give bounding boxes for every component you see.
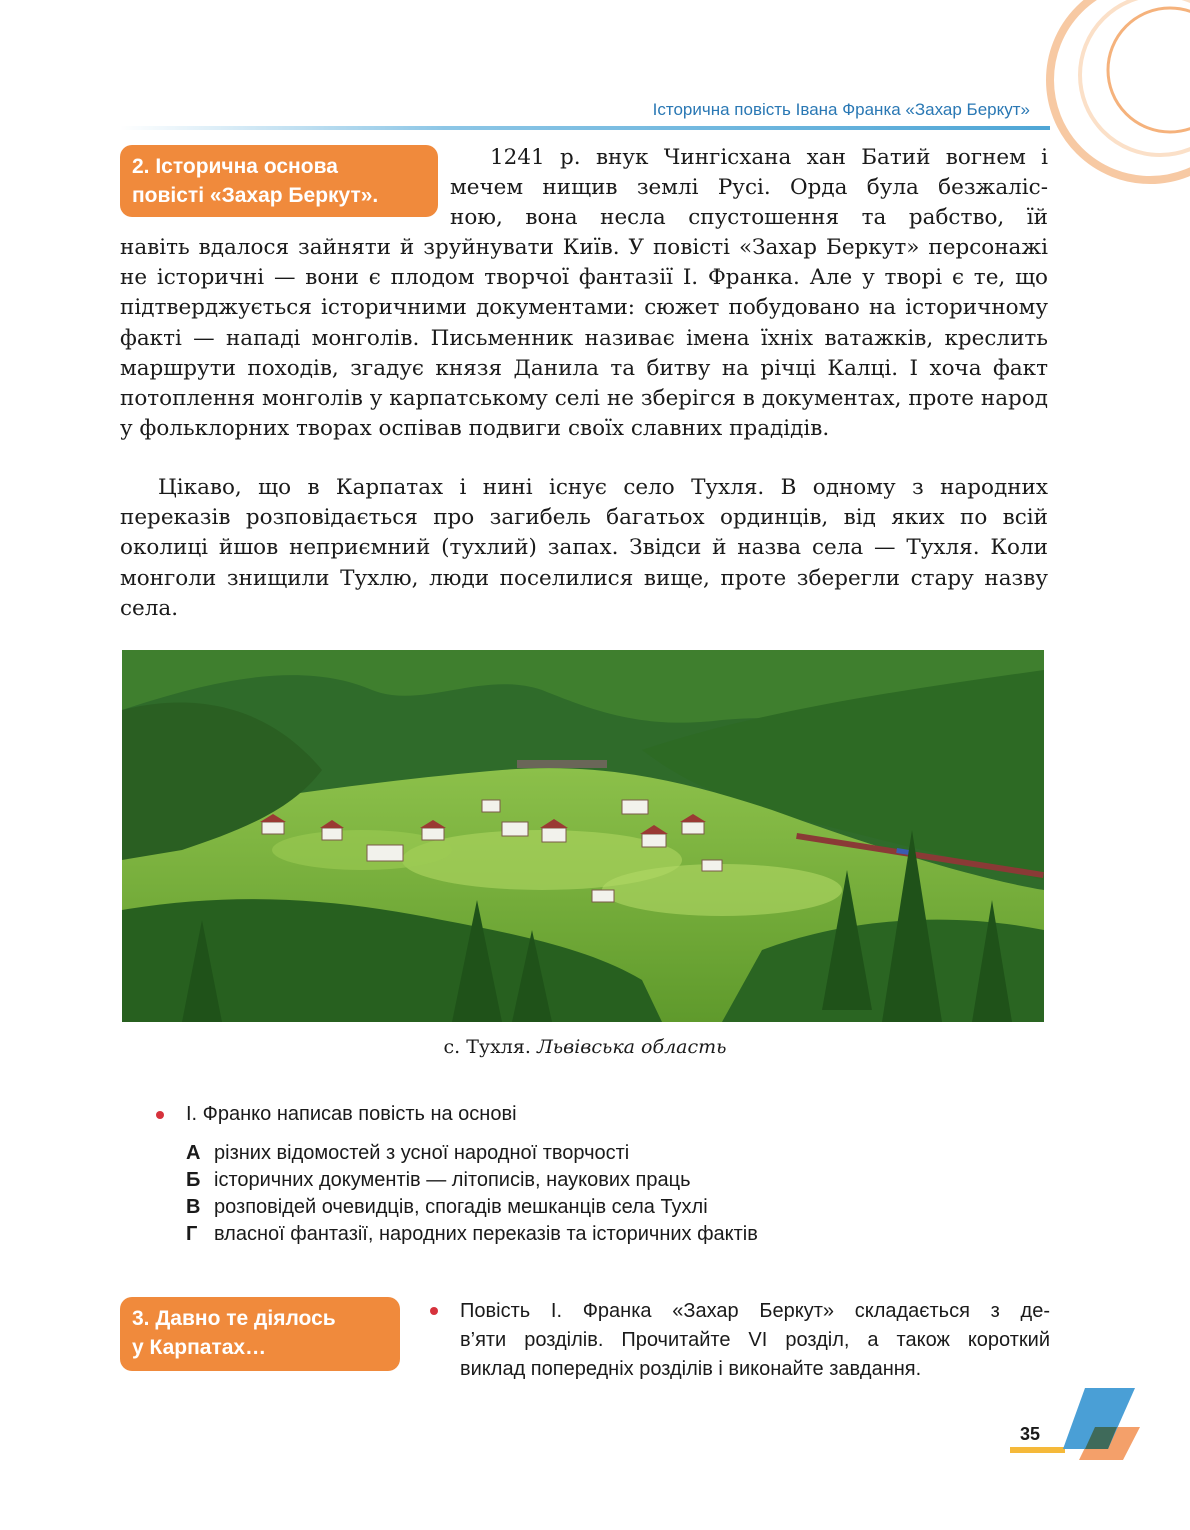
- question-bullet: [156, 1111, 164, 1119]
- header-rule: [120, 126, 1050, 130]
- village-landscape-photo: [122, 650, 1044, 1022]
- option-text: власної фантазії, народних переказів та історичних фактів: [214, 1223, 758, 1245]
- caption-place: с. Тухля.: [443, 1036, 531, 1058]
- paragraph-1-intro: [450, 143, 1048, 234]
- option-text: різних відомостей з усної народної творчості: [214, 1142, 630, 1164]
- question-text: І. Франко написав повість на основі: [186, 1103, 517, 1125]
- task-bullet: [430, 1307, 438, 1315]
- page-corner-decoration: [1005, 1385, 1155, 1460]
- caption-region: Львівська область: [536, 1036, 727, 1058]
- section-2-heading: [120, 145, 438, 217]
- section-2-heading-line1: 2. Історична основа: [132, 155, 338, 178]
- paragraph-1-line1: 1241 р. внук Чингісхана хан Батий вогнем і: [490, 145, 1048, 170]
- page-number: 35: [1020, 1424, 1041, 1444]
- task-text: [460, 1297, 1050, 1384]
- answer-option-v[interactable]: [186, 1194, 708, 1221]
- paragraph-2: Цікаво, що в Карпатах і нині існує село Тухля. В одному з народних переказів розповідається про загибель багатьох ординців, від яких по всій околиці йшов неприємний (тухлий) запах. Звідси й назва села — Тухля. Коли монголи знищили Тухлю, люди поселилися вище, проте зберегли стару назву села.: [120, 475, 1048, 621]
- option-letter: А: [186, 1142, 201, 1164]
- option-text: розповідей очевидців, спогадів мешканців села Тухлі: [214, 1196, 708, 1218]
- paragraph-1-body: навіть вдалося зайняти й зруйнувати Київ. У повісті «Захар Беркут» персонажі не історичні — вони є плодом творчої фантазії І. Франка. Але у творі є те, що підтверджується історичними документами: сюжет побудовано на історичному факті — нападі монголів. Письменник називає імена їхніх ватажків, креслить маршрути походів, згадує князя Данила та битву на річці Калці. І хоча факт потоплення монголів у карпатському селі не зберігся в документах, проте народ у фольклорних творах оспівав подвиги своїх славних прадідів.: [120, 235, 1048, 442]
- answer-option-b[interactable]: [186, 1167, 691, 1194]
- paragraph-1-line3: ною, вона несла спустошення та рабство, їй: [450, 205, 1048, 231]
- option-letter: В: [186, 1196, 201, 1218]
- option-letter: Г: [186, 1223, 198, 1245]
- option-text: історичних документів — літописів, наукових праць: [214, 1169, 691, 1191]
- answer-option-a[interactable]: [186, 1140, 629, 1167]
- photo-caption: [120, 1036, 1050, 1058]
- answer-option-g[interactable]: [186, 1221, 758, 1248]
- section-3-heading: [120, 1297, 400, 1371]
- running-title: Історична повість Івана Франка «Захар Беркут»: [652, 100, 1030, 119]
- section-3-heading-line2: у Карпатах…: [132, 1336, 267, 1359]
- task-line1: Повість І. Франка «Захар Беркут» складається з де-: [460, 1300, 1050, 1322]
- task-line3: виклад попередніх розділів і виконайте завдання.: [460, 1358, 922, 1380]
- option-letter: Б: [186, 1169, 201, 1191]
- task-line2: в’яти розділів. Прочитайте VI розділ, а також короткий: [460, 1329, 1050, 1351]
- section-3-heading-line1: 3. Давно те діялось: [132, 1307, 336, 1330]
- section-2-heading-line2: повісті «Захар Беркут».: [132, 184, 379, 207]
- paragraph-1-line2: мечем нищив землі Русі. Орда була безжаліс-: [450, 175, 1048, 201]
